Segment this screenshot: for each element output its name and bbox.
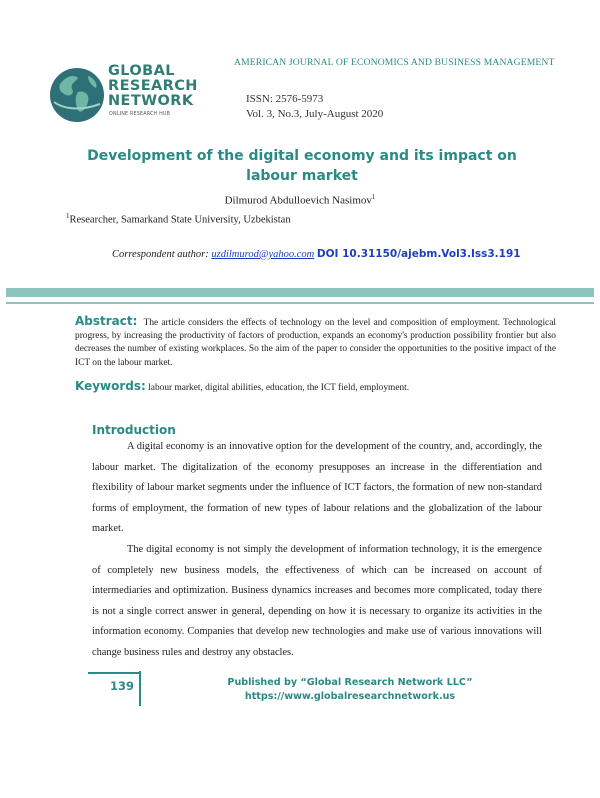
volume-issue: Vol. 3, No.3, July-August 2020 [246, 108, 384, 120]
section-heading-introduction: Introduction [92, 423, 176, 437]
correspondent-label: Correspondent author: [112, 249, 209, 260]
logo-wordmark: GLOBAL RESEARCH NETWORK [108, 63, 198, 109]
journal-name: AMERICAN JOURNAL OF ECONOMICS AND BUSINESS MANAGEMENT [234, 57, 555, 68]
author-name: Dilmurod Abdulloevich Nasimov [224, 194, 372, 207]
globe-icon [48, 62, 108, 126]
issn: ISSN: 2576-5973 [246, 93, 324, 105]
publisher-name: Published by “Global Research Network LLC” [227, 677, 473, 688]
page-number: 139 [110, 679, 135, 693]
keywords-heading: Keywords: [75, 379, 146, 393]
keywords-text: labour market, digital abilities, education, the ICT field, employment. [148, 383, 410, 393]
author-line: Dilmurod Abdulloevich Nasimov$^1$ [224, 193, 376, 207]
logo-tagline: ONLINE RESEARCH HUB [109, 112, 171, 117]
footer-publisher [180, 676, 520, 704]
abstract [75, 315, 556, 370]
footer-rule [88, 672, 140, 674]
intro-paragraph-1: A digital economy is an innovative option for the development of the country, and, accordingly, the labour market. The digitalization of the economy presupposes an increase in the differentiation and flexibility of labour market segments under the influence of ICT factors, the formation of new non-standard forms of employment, the formation of new types of labour relations and the globalization of the labour market. [92, 441, 542, 535]
issn-block [246, 92, 383, 122]
affiliation: $^1$Researcher, Samarkand State University, Uzbekistan [66, 212, 291, 226]
intro-paragraph-2: The digital economy is not simply the development of information technology, it is the emergence of completely new business models, the effectiveness of which can be increased on account of intermediaries and optimization. Business dynamics increases and becomes more complicated, today there is not a single correct answer in general, depending on how it is necessary to organize its activities in the information economy. Companies that develop new technologies and make use of various innovations will change business rules and destroy any obstacles. [92, 544, 542, 658]
abstract-heading: Abstract: [75, 314, 138, 328]
publisher-url[interactable]: https://www.globalresearchnetwork.us [244, 691, 456, 702]
correspondent-line [112, 248, 521, 260]
divider-line [6, 302, 594, 304]
article-title: Development of the digital economy and its impact on labour market [87, 148, 517, 184]
keywords [75, 379, 409, 393]
doi-link[interactable]: DOI 10.31150/ajebm.Vol3.Iss3.191 [316, 248, 521, 260]
divider-band [6, 288, 594, 297]
footer-divider [139, 671, 141, 706]
email-link[interactable]: uzdilmurod@yahoo.com [211, 249, 315, 260]
abstract-text: The article considers the effects of technology on the level and composition of employment. Technological progress, by increasing the productivity of factors of production, expands an economy's production possibility frontier but also decreases the number of existing workplaces. So the aim of the paper to consider the opportunities to the positive impact of the ICT on the labour market. [75, 318, 556, 368]
